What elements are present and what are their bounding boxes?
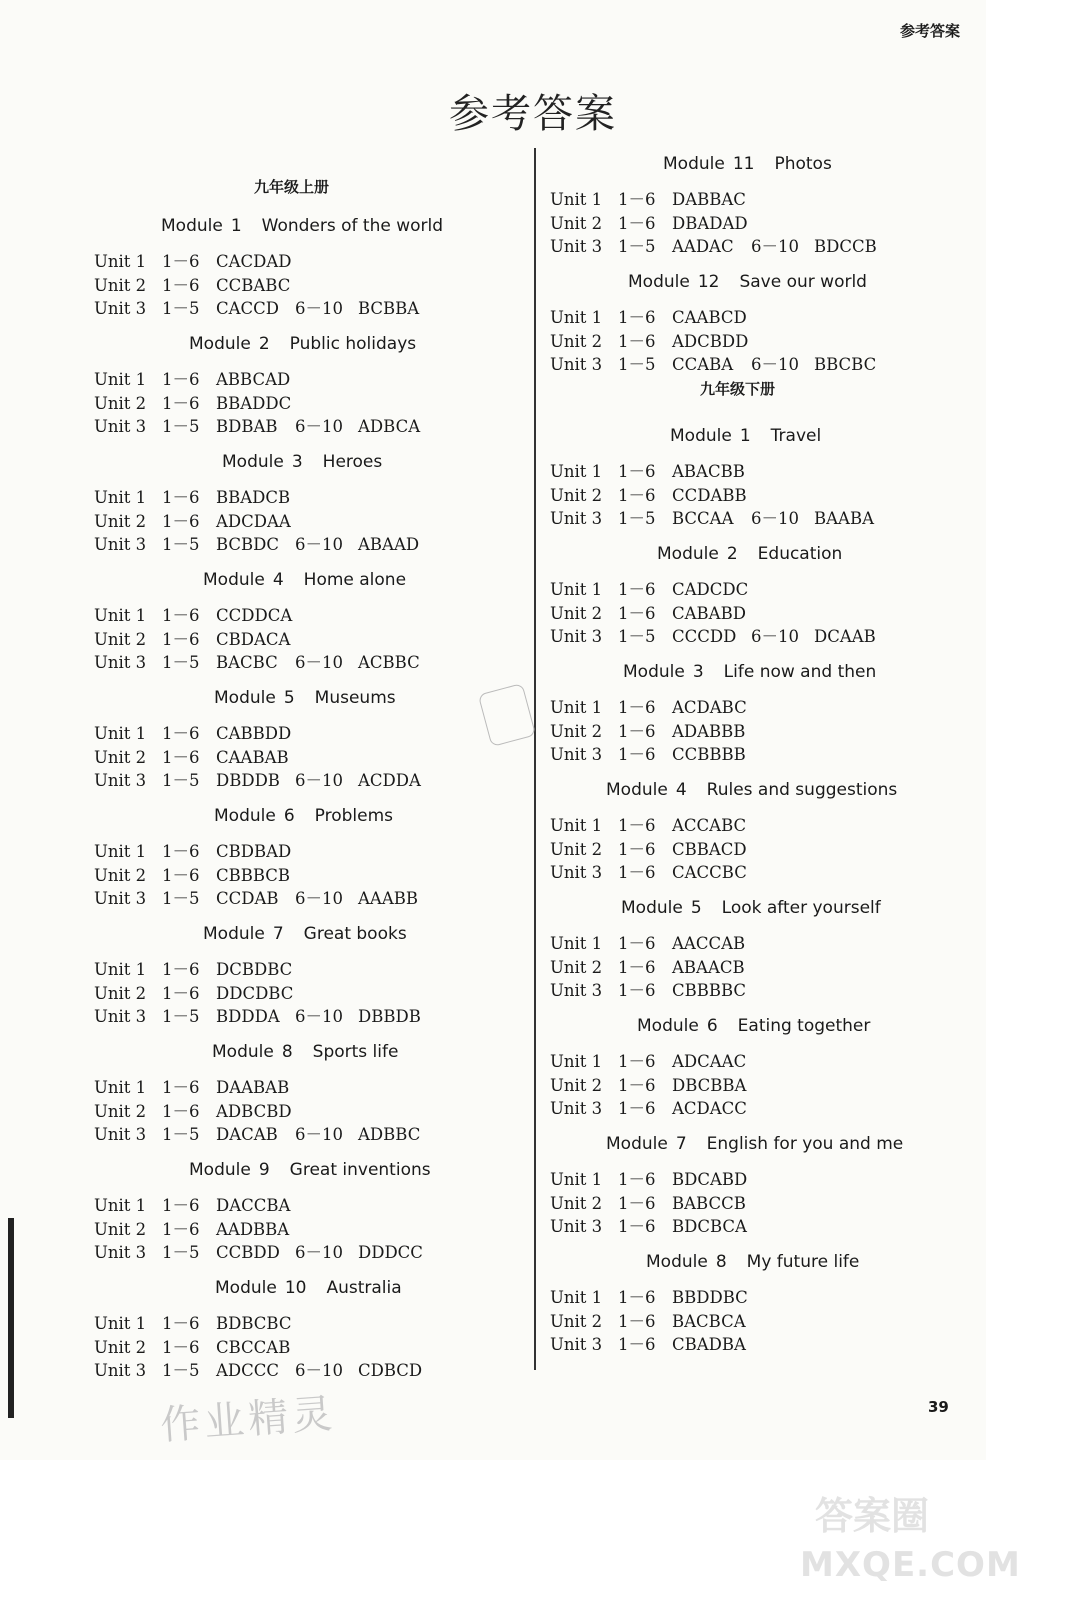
module-number: 5	[690, 898, 702, 918]
question-range: 1－6	[618, 462, 656, 481]
question-range: 1－6	[618, 190, 656, 209]
module-label: Module	[606, 780, 668, 800]
module-number: 7	[675, 1134, 687, 1154]
module-label: Module	[189, 334, 251, 354]
module-heading	[657, 544, 842, 564]
answer-key: CCDAB	[216, 889, 279, 908]
question-range: 1－5	[162, 1243, 200, 1262]
question-range: 1－5	[162, 889, 200, 908]
answer-key: DDCDBC	[216, 983, 294, 1003]
unit-label: Unit 2	[94, 393, 147, 413]
module-topic: Life now and then	[723, 662, 877, 682]
question-range: 1－5	[162, 299, 200, 318]
unit-label: Unit 1	[550, 580, 603, 599]
answer-key: BDBCBC	[216, 1314, 292, 1333]
unit-label: Unit 2	[94, 275, 147, 295]
module-number: 3	[291, 452, 303, 472]
question-range: 1－6	[618, 213, 656, 233]
question-range: 1－6	[162, 983, 200, 1003]
question-range: 1－6	[162, 488, 200, 507]
unit-label: Unit 2	[94, 865, 147, 885]
answer-key: CBBBCB	[216, 865, 291, 885]
running-header: 参考答案	[899, 22, 960, 40]
module-label: Module	[628, 272, 690, 292]
question-range: 6－10	[751, 509, 799, 528]
question-range: 1－5	[618, 509, 656, 528]
module-heading	[663, 154, 832, 174]
question-range: 6－10	[295, 535, 343, 554]
answer-key: CBBACD	[672, 839, 747, 859]
question-range: 1－6	[162, 629, 200, 649]
module-topic: Rules and suggestions	[706, 780, 898, 800]
question-range: 6－10	[295, 771, 343, 790]
answer-key: CBBBBC	[672, 981, 747, 1000]
unit-label: Unit 3	[550, 237, 603, 256]
module-number: 10	[284, 1278, 307, 1298]
unit-label: Unit 1	[94, 1078, 147, 1097]
question-range: 1－6	[618, 957, 656, 977]
module-number: 6	[283, 806, 295, 826]
question-range: 6－10	[751, 355, 799, 374]
answer-key: BACBCA	[672, 1311, 746, 1331]
module-heading	[203, 570, 406, 590]
question-range: 1－6	[618, 934, 656, 953]
unit-label: Unit 2	[550, 485, 603, 505]
unit-label: Unit 2	[550, 1075, 603, 1095]
unit-label: Unit 3	[550, 355, 603, 374]
answer-key: ADBBC	[358, 1125, 421, 1144]
answer-key: DBCBBA	[672, 1075, 747, 1095]
question-range: 6－10	[295, 889, 343, 908]
module-heading	[214, 806, 393, 826]
stamp-mark	[478, 683, 536, 747]
answer-key: ADCDAA	[216, 511, 291, 531]
unit-label: Unit 3	[94, 653, 147, 672]
question-range: 1－6	[618, 1099, 656, 1118]
module-label: Module	[203, 570, 265, 590]
question-range: 1－6	[618, 580, 656, 599]
question-range: 1－6	[162, 1337, 200, 1357]
module-topic: Look after yourself	[721, 898, 881, 918]
answer-key: ABBCAD	[216, 370, 291, 389]
unit-label: Unit 3	[550, 981, 603, 1000]
module-label: Module	[214, 688, 276, 708]
question-range: 1－5	[162, 1361, 200, 1380]
question-range: 1－6	[162, 370, 200, 389]
answer-key: ADABBB	[672, 721, 746, 741]
unit-label: Unit 2	[550, 331, 603, 351]
answer-key: BDCBCA	[672, 1217, 747, 1236]
question-range: 1－6	[618, 1288, 656, 1307]
unit-label: Unit 1	[550, 308, 603, 327]
answer-key: DABBAC	[672, 190, 746, 209]
module-label: Module	[670, 426, 732, 446]
answer-key: DCBDBC	[216, 960, 293, 979]
module-topic: English for you and me	[706, 1134, 904, 1154]
unit-label: Unit 3	[94, 1361, 147, 1380]
module-topic: Photos	[774, 154, 832, 174]
module-number: 6	[706, 1016, 718, 1036]
answer-key: BBCBC	[814, 355, 877, 374]
answer-key: DCAAB	[814, 627, 876, 646]
module-heading	[623, 662, 876, 682]
question-range: 6－10	[295, 1361, 343, 1380]
unit-label: Unit 3	[94, 1125, 147, 1144]
module-heading	[606, 1134, 903, 1154]
question-range: 1－6	[618, 485, 656, 505]
answer-key: BBADCB	[216, 488, 291, 507]
question-range: 1－5	[162, 1007, 200, 1026]
module-label: Module	[623, 662, 685, 682]
answer-key: DBBDB	[358, 1007, 421, 1026]
answer-key: CCDABB	[672, 485, 747, 505]
question-range: 1－6	[618, 308, 656, 327]
question-range: 1－6	[162, 1219, 200, 1239]
module-number: 4	[675, 780, 687, 800]
answer-key: DAABAB	[216, 1078, 290, 1097]
question-range: 1－6	[162, 606, 200, 625]
unit-label: Unit 3	[550, 1335, 603, 1354]
module-topic: Home alone	[303, 570, 407, 590]
grade-title: 九年级上册	[254, 178, 330, 196]
scan-edge	[8, 1218, 14, 1418]
unit-label: Unit 3	[94, 771, 147, 790]
question-range: 1－6	[618, 1075, 656, 1095]
module-topic: Australia	[326, 1278, 402, 1298]
module-number: 5	[283, 688, 295, 708]
module-topic: Wonders of the world	[261, 216, 444, 236]
question-range: 1－6	[162, 275, 200, 295]
module-number: 3	[692, 662, 704, 682]
unit-label: Unit 1	[94, 1314, 147, 1333]
module-heading	[670, 426, 821, 446]
question-range: 1－6	[162, 1314, 200, 1333]
module-topic: Education	[757, 544, 843, 564]
question-range: 1－6	[618, 745, 656, 764]
unit-label: Unit 2	[550, 1193, 603, 1213]
question-range: 1－6	[618, 1217, 656, 1236]
module-number: 8	[281, 1042, 293, 1062]
answer-key: CCBDD	[216, 1243, 280, 1262]
answer-key: BACBC	[216, 653, 278, 672]
question-range: 1－5	[618, 627, 656, 646]
question-range: 1－5	[618, 237, 656, 256]
column-divider	[534, 148, 536, 1370]
answer-key: AAABB	[358, 889, 418, 908]
question-range: 1－5	[162, 535, 200, 554]
module-label: Module	[212, 1042, 274, 1062]
module-number: 2	[726, 544, 738, 564]
module-topic: Travel	[770, 426, 822, 446]
answer-key: BCBDC	[216, 535, 280, 554]
module-number: 8	[715, 1252, 727, 1272]
answer-key: CACDAD	[216, 252, 292, 271]
module-heading	[637, 1016, 870, 1036]
answer-key: CABABD	[672, 603, 746, 623]
question-range: 6－10	[295, 417, 343, 436]
unit-label: Unit 1	[550, 1288, 603, 1307]
unit-label: Unit 3	[94, 1007, 147, 1026]
question-range: 1－6	[618, 839, 656, 859]
module-heading	[628, 272, 867, 292]
module-heading	[189, 1160, 431, 1180]
question-range: 6－10	[295, 1125, 343, 1144]
module-label: Module	[663, 154, 725, 174]
module-label: Module	[161, 216, 223, 236]
module-heading	[212, 1042, 398, 1062]
unit-label: Unit 2	[94, 1219, 147, 1239]
unit-label: Unit 2	[94, 747, 147, 767]
module-heading	[215, 1278, 402, 1298]
answer-key: BDCCB	[814, 237, 877, 256]
module-heading	[161, 216, 443, 236]
answer-key: CBDACA	[216, 629, 291, 649]
module-topic: Save our world	[739, 272, 867, 292]
module-topic: Heroes	[322, 452, 383, 472]
module-heading	[621, 898, 881, 918]
answer-key: DDDCC	[358, 1243, 423, 1262]
question-range: 1－6	[162, 1101, 200, 1121]
unit-label: Unit 1	[94, 960, 147, 979]
answer-key: CCBABC	[216, 275, 291, 295]
answer-key: AADAC	[672, 237, 734, 256]
unit-label: Unit 3	[550, 745, 603, 764]
module-label: Module	[189, 1160, 251, 1180]
question-range: 1－6	[618, 816, 656, 835]
module-topic: Problems	[314, 806, 394, 826]
module-number: 1	[739, 426, 751, 446]
unit-label: Unit 3	[94, 417, 147, 436]
module-label: Module	[606, 1134, 668, 1154]
module-label: Module	[657, 544, 719, 564]
answer-key: ADCBDD	[672, 331, 749, 351]
answer-key: DACAB	[216, 1125, 278, 1144]
page-title: 参考答案	[449, 91, 617, 137]
answer-key: CBCCAB	[216, 1337, 291, 1357]
answer-key: AADBBA	[216, 1219, 290, 1239]
answer-key: BCCAA	[672, 509, 734, 528]
module-topic: Great books	[303, 924, 407, 944]
answer-key: CBADBA	[672, 1335, 746, 1354]
unit-label: Unit 3	[94, 1243, 147, 1262]
question-range: 6－10	[295, 653, 343, 672]
answer-key: DBADAD	[672, 213, 748, 233]
question-range: 1－6	[162, 724, 200, 743]
answer-key: CAABCD	[672, 308, 747, 327]
module-number: 11	[732, 154, 755, 174]
unit-label: Unit 2	[94, 1101, 147, 1121]
module-heading	[222, 452, 382, 472]
answer-key: CCDDCA	[216, 606, 293, 625]
module-number: 7	[272, 924, 284, 944]
question-range: 6－10	[295, 1007, 343, 1026]
module-label: Module	[637, 1016, 699, 1036]
unit-label: Unit 1	[550, 934, 603, 953]
answer-key: BBADDC	[216, 393, 292, 413]
answer-key: BABCCB	[672, 1193, 746, 1213]
answer-key: CBDBAD	[216, 842, 292, 861]
module-label: Module	[215, 1278, 277, 1298]
question-range: 6－10	[751, 237, 799, 256]
unit-label: Unit 2	[550, 213, 603, 233]
grade-title: 九年级下册	[700, 380, 776, 398]
module-heading	[214, 688, 396, 708]
question-range: 1－5	[162, 771, 200, 790]
unit-label: Unit 1	[550, 1170, 603, 1189]
question-range: 1－6	[618, 1311, 656, 1331]
unit-label: Unit 1	[94, 606, 147, 625]
answer-key: CCBBBB	[672, 745, 746, 764]
module-number: 12	[697, 272, 720, 292]
question-range: 1－6	[162, 747, 200, 767]
answer-key: ADBCBD	[216, 1101, 292, 1121]
answer-key: CACCD	[216, 299, 280, 318]
question-range: 1－6	[618, 698, 656, 717]
unit-label: Unit 2	[550, 839, 603, 859]
module-label: Module	[222, 452, 284, 472]
unit-label: Unit 3	[550, 1217, 603, 1236]
unit-label: Unit 1	[550, 816, 603, 835]
question-range: 1－6	[618, 1052, 656, 1071]
question-range: 6－10	[295, 299, 343, 318]
module-heading	[189, 334, 416, 354]
question-range: 1－6	[618, 981, 656, 1000]
question-range: 1－6	[162, 393, 200, 413]
question-range: 1－6	[162, 252, 200, 271]
answer-key: BDDDA	[216, 1007, 280, 1026]
answer-key: ACCABC	[672, 816, 747, 835]
question-range: 1－6	[618, 603, 656, 623]
question-range: 1－6	[162, 960, 200, 979]
module-topic: My future life	[746, 1252, 860, 1272]
unit-label: Unit 1	[94, 1196, 147, 1215]
unit-label: Unit 2	[550, 603, 603, 623]
unit-label: Unit 3	[550, 1099, 603, 1118]
unit-label: Unit 1	[550, 698, 603, 717]
answer-key: ACBBC	[358, 653, 420, 672]
unit-label: Unit 2	[94, 1337, 147, 1357]
question-range: 1－6	[162, 842, 200, 861]
unit-label: Unit 1	[550, 1052, 603, 1071]
question-range: 6－10	[295, 1243, 343, 1262]
unit-label: Unit 1	[94, 370, 147, 389]
answer-key: ADCAAC	[672, 1052, 747, 1071]
answer-key: ACDDA	[358, 771, 421, 790]
answer-key: CACCBC	[672, 863, 747, 882]
answer-key: ABAAD	[358, 535, 420, 554]
answer-key: BAABA	[814, 509, 874, 528]
unit-label: Unit 2	[94, 629, 147, 649]
question-range: 1－6	[162, 511, 200, 531]
answer-key: CAABAB	[216, 747, 289, 767]
answer-key: ACDACC	[672, 1099, 747, 1118]
module-topic: Eating together	[737, 1016, 871, 1036]
unit-label: Unit 3	[550, 627, 603, 646]
unit-label: Unit 2	[94, 983, 147, 1003]
question-range: 1－5	[618, 355, 656, 374]
unit-label: Unit 3	[94, 889, 147, 908]
answer-key: ABACBB	[672, 462, 745, 481]
unit-label: Unit 1	[94, 842, 147, 861]
answer-key: AACCAB	[672, 934, 746, 953]
answer-key: BCBBA	[358, 299, 420, 318]
question-range: 1－6	[618, 331, 656, 351]
unit-label: Unit 3	[550, 509, 603, 528]
question-range: 1－6	[618, 863, 656, 882]
module-heading	[203, 924, 407, 944]
question-range: 1－6	[162, 865, 200, 885]
answer-key: BDCABD	[672, 1170, 748, 1189]
module-label: Module	[621, 898, 683, 918]
module-topic: Public holidays	[289, 334, 417, 354]
unit-label: Unit 1	[94, 724, 147, 743]
unit-label: Unit 3	[94, 535, 147, 554]
handwritten-watermark: 作业精灵	[158, 1390, 338, 1450]
question-range: 1－5	[162, 417, 200, 436]
answer-key: ADCCC	[216, 1361, 280, 1380]
answer-key: ABAACB	[672, 957, 745, 977]
question-range: 1－6	[162, 1196, 200, 1215]
question-range: 1－6	[618, 1193, 656, 1213]
answer-key: DBDDB	[216, 771, 280, 790]
page-number: 39	[928, 1398, 949, 1416]
module-heading	[646, 1252, 859, 1272]
question-range: 1－6	[618, 1170, 656, 1189]
question-range: 1－5	[162, 653, 200, 672]
answer-key: CADCDC	[672, 580, 749, 599]
module-heading	[606, 780, 897, 800]
question-range: 1－6	[618, 1335, 656, 1354]
unit-label: Unit 1	[94, 252, 147, 271]
answer-key: CCABA	[672, 355, 734, 374]
question-range: 1－5	[162, 1125, 200, 1144]
unit-label: Unit 2	[550, 721, 603, 741]
answer-key: BBDDBC	[672, 1288, 748, 1307]
module-topic: Museums	[314, 688, 396, 708]
answer-key: DACCBA	[216, 1196, 291, 1215]
corner-watermark-url: MXQE.COM	[800, 1545, 1021, 1585]
question-range: 1－6	[618, 721, 656, 741]
answer-key: CCCDD	[672, 627, 737, 646]
question-range: 6－10	[751, 627, 799, 646]
module-label: Module	[214, 806, 276, 826]
unit-label: Unit 2	[550, 1311, 603, 1331]
unit-label: Unit 1	[94, 488, 147, 507]
answer-key: BDBAB	[216, 417, 278, 436]
module-label: Module	[646, 1252, 708, 1272]
module-number: 4	[272, 570, 284, 590]
module-number: 9	[258, 1160, 270, 1180]
corner-watermark-logo: 答案圈	[815, 1494, 930, 1538]
unit-label: Unit 1	[550, 462, 603, 481]
unit-label: Unit 3	[550, 863, 603, 882]
unit-label: Unit 1	[550, 190, 603, 209]
question-range: 1－6	[162, 1078, 200, 1097]
module-number: 2	[258, 334, 270, 354]
unit-label: Unit 3	[94, 299, 147, 318]
unit-label: Unit 2	[550, 957, 603, 977]
module-number: 1	[230, 216, 242, 236]
module-topic: Great inventions	[289, 1160, 431, 1180]
unit-label: Unit 2	[94, 511, 147, 531]
module-topic: Sports life	[312, 1042, 399, 1062]
answer-key: CABBDD	[216, 724, 292, 743]
module-label: Module	[203, 924, 265, 944]
answer-key: ACDABC	[672, 698, 747, 717]
answer-key: ADBCA	[358, 417, 421, 436]
answer-key: CDBCD	[358, 1361, 423, 1380]
